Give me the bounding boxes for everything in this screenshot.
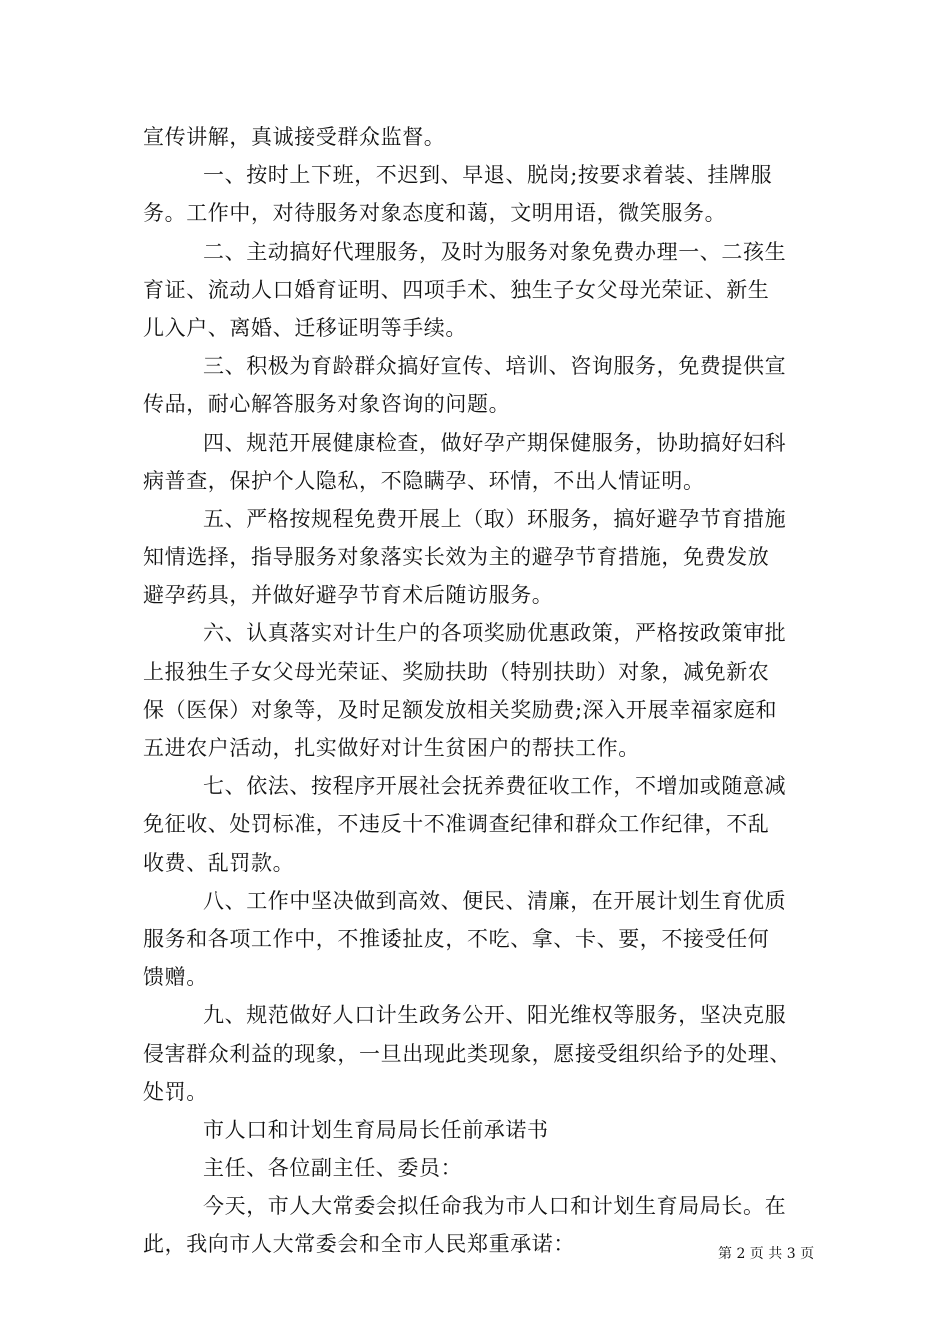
- text-line: 馈赠。: [143, 965, 208, 990]
- text-line: 侵害群众利益的现象，一旦出现此类现象，愿接受组织给予的处理、: [143, 1041, 791, 1066]
- text-line: 处罚。: [143, 1079, 208, 1104]
- text-line: 宣传讲解，真诚接受群众监督。: [143, 125, 446, 149]
- text-line: 四、规范开展健康检查，做好孕产期保健服务，协助搞好妇科: [203, 430, 787, 455]
- text-line: 儿入户、离婚、迁移证明等手续。: [143, 315, 467, 340]
- text-line: 今天，市人大常委会拟任命我为市人口和计划生育局局长。在: [203, 1194, 787, 1219]
- text-line: 传品，耐心解答服务对象咨询的问题。: [143, 392, 511, 417]
- text-line: 育证、流动人口婚育证明、四项手术、独生子女父母光荣证、新生: [143, 277, 770, 302]
- text-line: 二、主动搞好代理服务，及时为服务对象免费办理一、二孩生: [203, 239, 787, 264]
- salutation: 主任、各位副主任、委员：: [203, 1156, 463, 1181]
- text-line: 服务和各项工作中，不推诿扯皮，不吃、拿、卡、要，不接受任何: [143, 926, 770, 951]
- text-line: 七、依法、按程序开展社会抚养费征收工作，不增加或随意减: [203, 774, 787, 799]
- document-body: [143, 118, 833, 1264]
- page-number: 第 2 页 共 3 页: [718, 1246, 815, 1262]
- text-line: 上报独生子女父母光荣证、奖励扶助（特别扶助）对象，减免新农: [143, 659, 770, 684]
- document-title: 市人口和计划生育局局长任前承诺书: [203, 1117, 549, 1142]
- text-line: 保（医保）对象等，及时足额发放相关奖励费;深入开展幸福家庭和: [143, 697, 778, 722]
- text-line: 务。工作中，对待服务对象态度和蔼，文明用语，微笑服务。: [143, 201, 727, 226]
- text-line: 收费、乱罚款。: [143, 850, 295, 875]
- text-line: 三、积极为育龄群众搞好宣传、培训、咨询服务，免费提供宣: [203, 354, 787, 379]
- text-line: 六、认真落实对计生户的各项奖励优惠政策，严格按政策审批: [203, 621, 787, 646]
- text-line: 免征收、处罚标准，不违反十不准调查纪律和群众工作纪律，不乱: [143, 812, 770, 837]
- text-line: 五进农户活动，扎实做好对计生贫困户的帮扶工作。: [143, 736, 640, 760]
- text-line: 此，我向市人大常委会和全市人民郑重承诺：: [143, 1232, 575, 1257]
- text-line: 九、规范做好人口计生政务公开、阳光维权等服务，坚决克服: [203, 1003, 787, 1028]
- text-line: 一、按时上下班，不迟到、早退、脱岗;按要求着装、挂牌服: [203, 163, 773, 188]
- text-line: 八、工作中坚决做到高效、便民、清廉，在开展计划生育优质: [203, 888, 787, 913]
- text-line: 病普查，保护个人隐私，不隐瞒孕、环情，不出人情证明。: [143, 468, 705, 493]
- text-line: 避孕药具，并做好避孕节育术后随访服务。: [143, 583, 554, 608]
- text-line: 知情选择，指导服务对象落实长效为主的避孕节育措施，免费发放: [143, 545, 770, 570]
- text-line: 五、严格按规程免费开展上（取）环服务，搞好避孕节育措施: [203, 506, 787, 531]
